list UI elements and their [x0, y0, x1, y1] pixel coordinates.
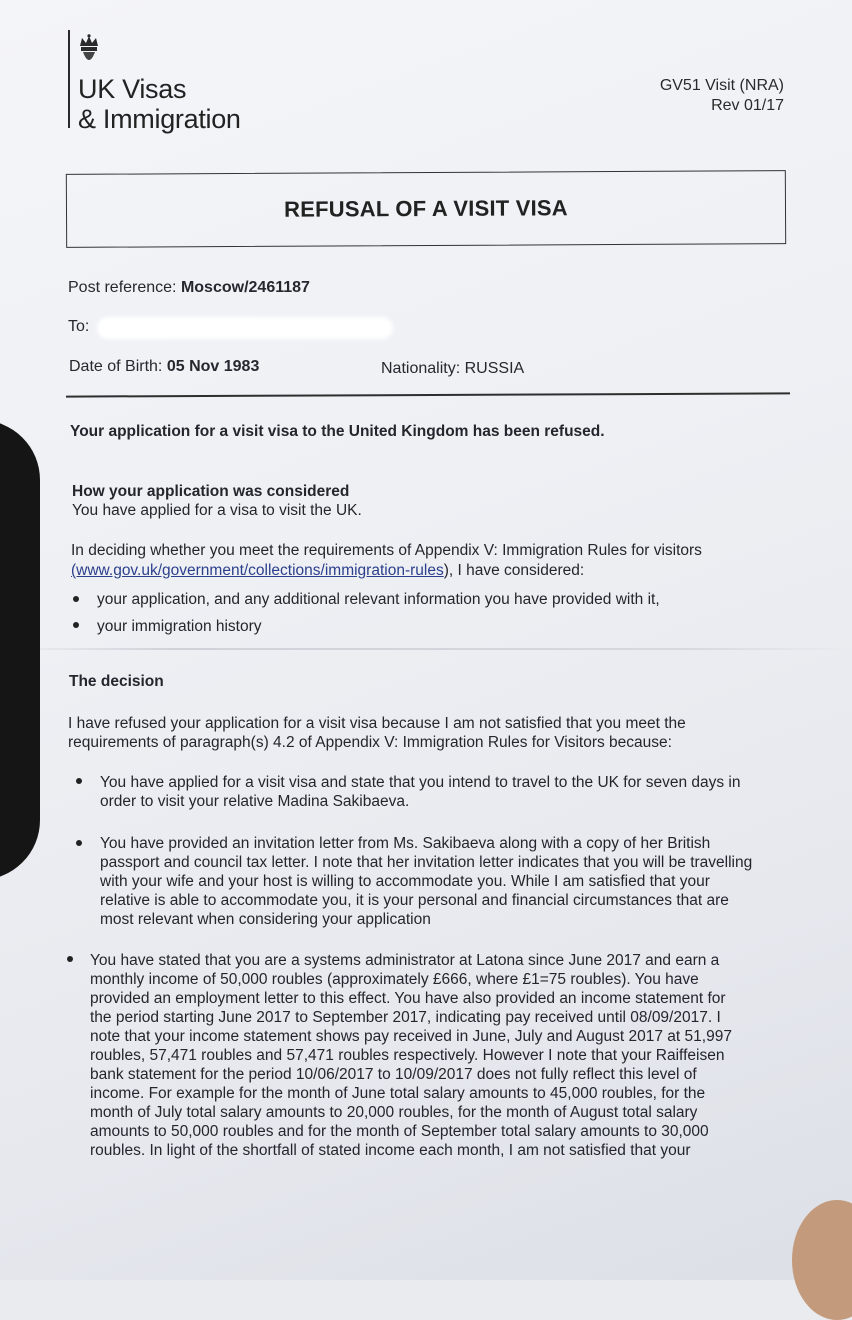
- decision-bullet-3-line: provided an employment letter to this effect. You have also provided an income statement for: [90, 990, 726, 1007]
- dob-value: 05 Nov 1983: [166, 358, 260, 375]
- crown-crest-icon: [76, 34, 102, 68]
- considered-heading: How your application was considered: [72, 483, 350, 500]
- form-code: GV51 Visit (NRA): [659, 77, 784, 94]
- bullet-icon: [67, 956, 73, 962]
- decision-bullet-3-line: You have stated that you are a systems administrator at Latona since June 2017 and earn a: [90, 952, 720, 969]
- decision-bullet-3-line: monthly income of 50,000 roubles (approximately £666, where £1=75 roubles). You have: [90, 971, 699, 988]
- decision-bullet-3-line: income. For example for the month of June total salary amounts to 45,000 roubles, for the: [90, 1085, 706, 1102]
- decision-bullet-3-line: the period starting June 2017 to September 2017, indicating pay received until 08/09/2017. I: [90, 1009, 721, 1026]
- title-box: [66, 170, 786, 248]
- decision-bullet-3-line: month of July total salary amounts to 20,000 roubles, for the month of August total salary: [90, 1104, 698, 1121]
- post-reference-value: Moscow/2461187: [180, 279, 310, 296]
- bullet-icon: [73, 622, 79, 628]
- brand-line-2: & Immigration: [78, 104, 241, 134]
- decision-bullet-3-line: note that your income statement shows pay received in June, July and August 2017 at 51,997: [90, 1028, 732, 1045]
- decision-bullet-3-line: bank statement for the period 10/06/2017 to 10/09/2017 does not fully reflect this level of: [90, 1066, 697, 1083]
- dob-row: [69, 358, 259, 376]
- bullet-icon: [76, 778, 82, 784]
- deciding-line-2: [71, 561, 584, 580]
- form-reference: [660, 76, 784, 116]
- decision-bullet-3: [90, 951, 810, 1160]
- deciding-line-1: In deciding whether you meet the requirements of Appendix V: Immigration Rules for visitors: [71, 542, 702, 559]
- document-title: REFUSAL OF A VISIT VISA: [284, 195, 568, 222]
- decision-bullet-1-line: order to visit your relative Madina Sakibaeva.: [100, 793, 410, 810]
- logo-divider: [68, 30, 70, 128]
- decision-bullet-3-line: roubles. In light of the shortfall of stated income each month, I am not satisfied that your: [90, 1142, 691, 1159]
- decision-bullet-2-line: relative is able to accommodate you, it is your personal and financial circumstances that are: [100, 892, 729, 909]
- decision-bullet-3-line: roubles, 57,471 roubles and 57,471 roubles respectively. However I note that your Raiffeisen: [90, 1047, 725, 1064]
- refused-statement: Your application for a visit visa to the United Kingdom has been refused.: [70, 423, 605, 440]
- decision-bullet-1-line: You have applied for a visit visa and state that you intend to travel to the UK for seven days in: [100, 774, 741, 791]
- bullet-icon: [73, 596, 79, 602]
- brand-logo-text: [78, 74, 241, 134]
- nationality-value: RUSSIA: [464, 360, 525, 377]
- paper-fold: [0, 648, 852, 650]
- decision-intro-line-1: I have refused your application for a visit visa because I am not satisfied that you meet the: [68, 715, 686, 732]
- decision-intro: [68, 714, 686, 752]
- dob-label: Date of Birth:: [69, 358, 163, 375]
- bullet-icon: [76, 840, 82, 846]
- redacted-name: [100, 320, 390, 336]
- post-reference-label: Post reference:: [68, 279, 177, 296]
- decision-intro-line-2: requirements of paragraph(s) 4.2 of Appendix V: Immigration Rules for Visitors because:: [68, 734, 672, 751]
- decision-heading: The decision: [69, 673, 164, 690]
- deciding-tail: ), I have considered:: [443, 562, 585, 579]
- decision-bullet-2-line: with your wife and your host is willing to accommodate you. While I am satisfied that your: [100, 873, 710, 890]
- immigration-rules-link[interactable]: (www.gov.uk/government/collections/immigration-rules: [71, 562, 444, 579]
- decision-bullet-2-line: passport and council tax letter. I note that her invitation letter indicates that you will be travelling: [100, 854, 753, 871]
- post-reference-row: [68, 279, 310, 297]
- to-label: To:: [68, 318, 90, 335]
- nationality-label: Nationality:: [381, 360, 461, 377]
- decision-bullet-1: [100, 773, 800, 811]
- decision-bullet-2-line: You have provided an invitation letter from Ms. Sakibaeva along with a copy of her British: [100, 835, 711, 852]
- considered-bullet-1: your application, and any additional relevant information you have provided with it,: [97, 591, 660, 608]
- considered-bullet-2: your immigration history: [97, 618, 262, 635]
- decision-bullet-3-line: amounts to 50,000 roubles and for the month of September total salary amounts to 30,000: [90, 1123, 709, 1140]
- background-object: [0, 420, 40, 880]
- decision-bullet-2-line: most relevant when considering your application: [100, 911, 431, 928]
- decision-bullet-2: [100, 834, 800, 929]
- nationality-row: [381, 360, 524, 378]
- considered-intro: You have applied for a visa to visit the UK.: [72, 502, 362, 519]
- brand-line-1: UK Visas: [78, 74, 187, 104]
- form-revision: Rev 01/17: [711, 97, 784, 114]
